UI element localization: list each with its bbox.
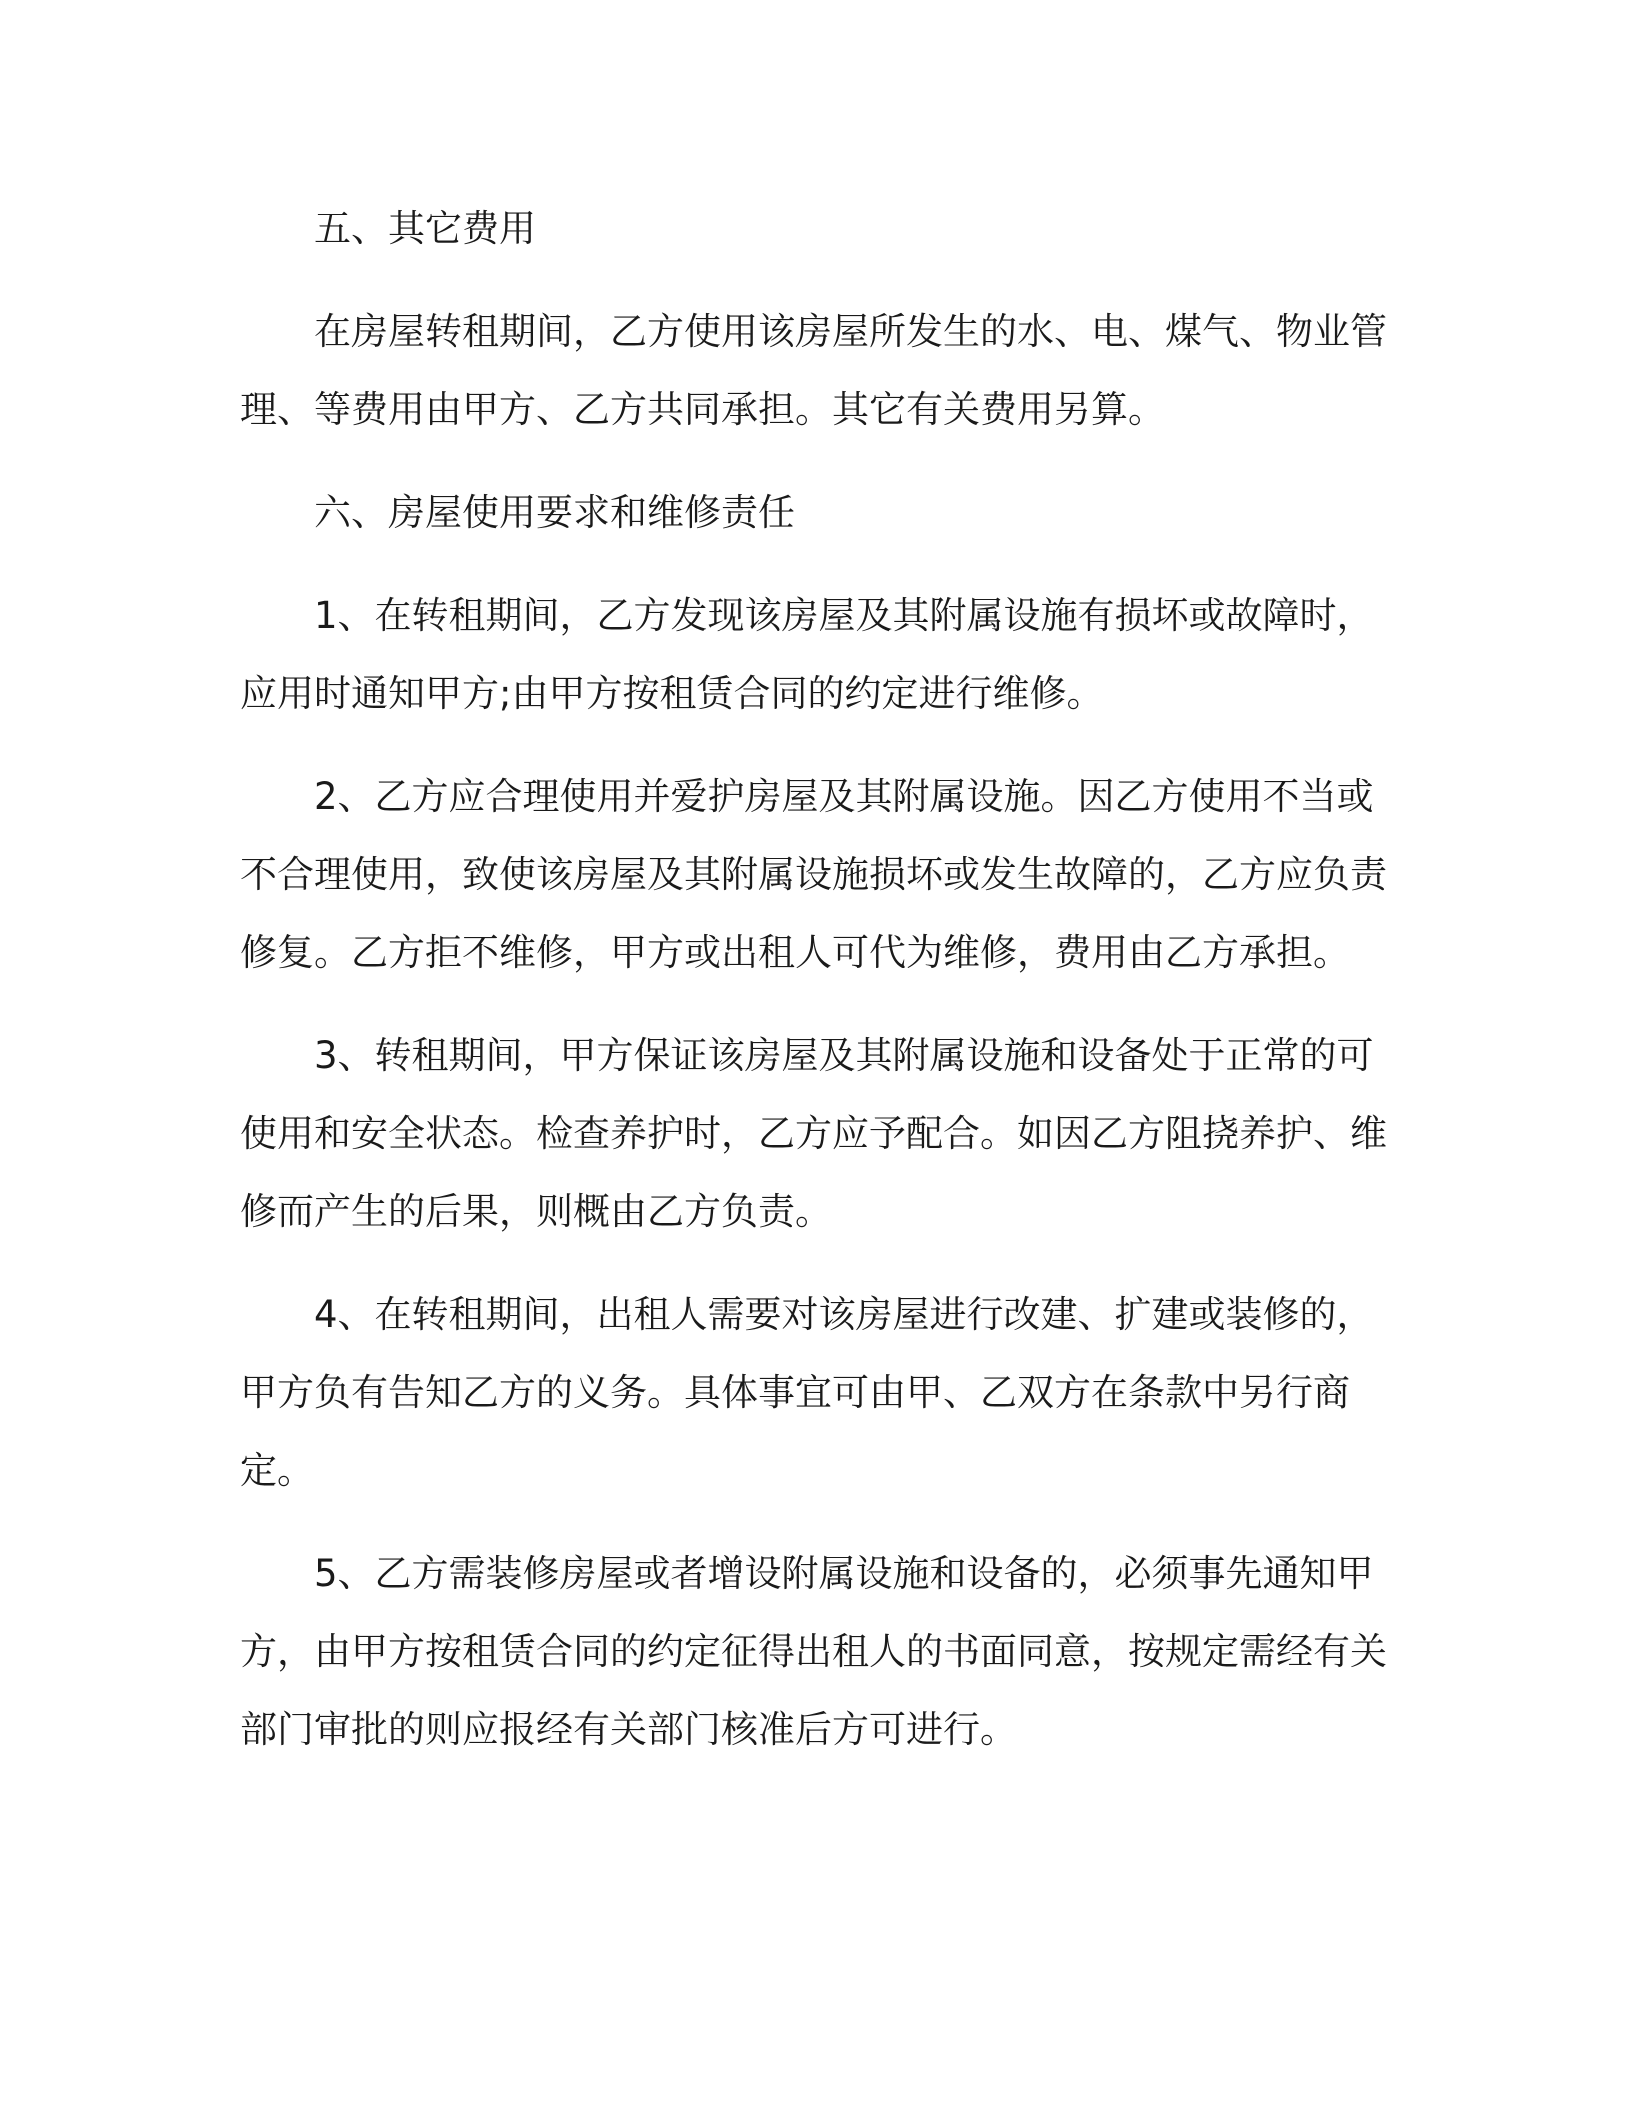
paragraph-fees: 在房屋转租期间，乙方使用该房屋所发生的水、电、煤气、物业管理、等费用由甲方、乙方共同承担。其它有关费用另算。 bbox=[240, 310, 1387, 431]
section-heading-usage-maintenance: 六、房屋使用要求和维修责任 bbox=[314, 491, 795, 534]
clause-1: 1、在转租期间，乙方发现该房屋及其附属设施有损坏或故障时，应用时通知甲方;由甲方按租赁合同的约定进行维修。 bbox=[240, 594, 1374, 715]
section-heading-other-fees: 五、其它费用 bbox=[314, 207, 536, 250]
document-body bbox=[240, 190, 1400, 1794]
clause-5: 5、乙方需装修房屋或者增设附属设施和设备的，必须事先通知甲方，由甲方按租赁合同的约定征得出租人的书面同意，按规定需经有关部门审批的则应报经有关部门核准后方可进行。 bbox=[240, 1552, 1387, 1751]
clause-2: 2、乙方应合理使用并爱护房屋及其附属设施。因乙方使用不当或不合理使用，致使该房屋及其附属设施损坏或发生故障的，乙方应负责修复。乙方拒不维修，甲方或出租人可代为维修，费用由乙方承担。 bbox=[240, 775, 1387, 974]
clause-3: 3、转租期间，甲方保证该房屋及其附属设施和设备处于正常的可使用和安全状态。检查养护时，乙方应予配合。如因乙方阻挠养护、维修而产生的后果，则概由乙方负责。 bbox=[240, 1034, 1387, 1233]
clause-4: 4、在转租期间，出租人需要对该房屋进行改建、扩建或装修的，甲方负有告知乙方的义务。具体事宜可由甲、乙双方在条款中另行商定。 bbox=[240, 1293, 1374, 1492]
